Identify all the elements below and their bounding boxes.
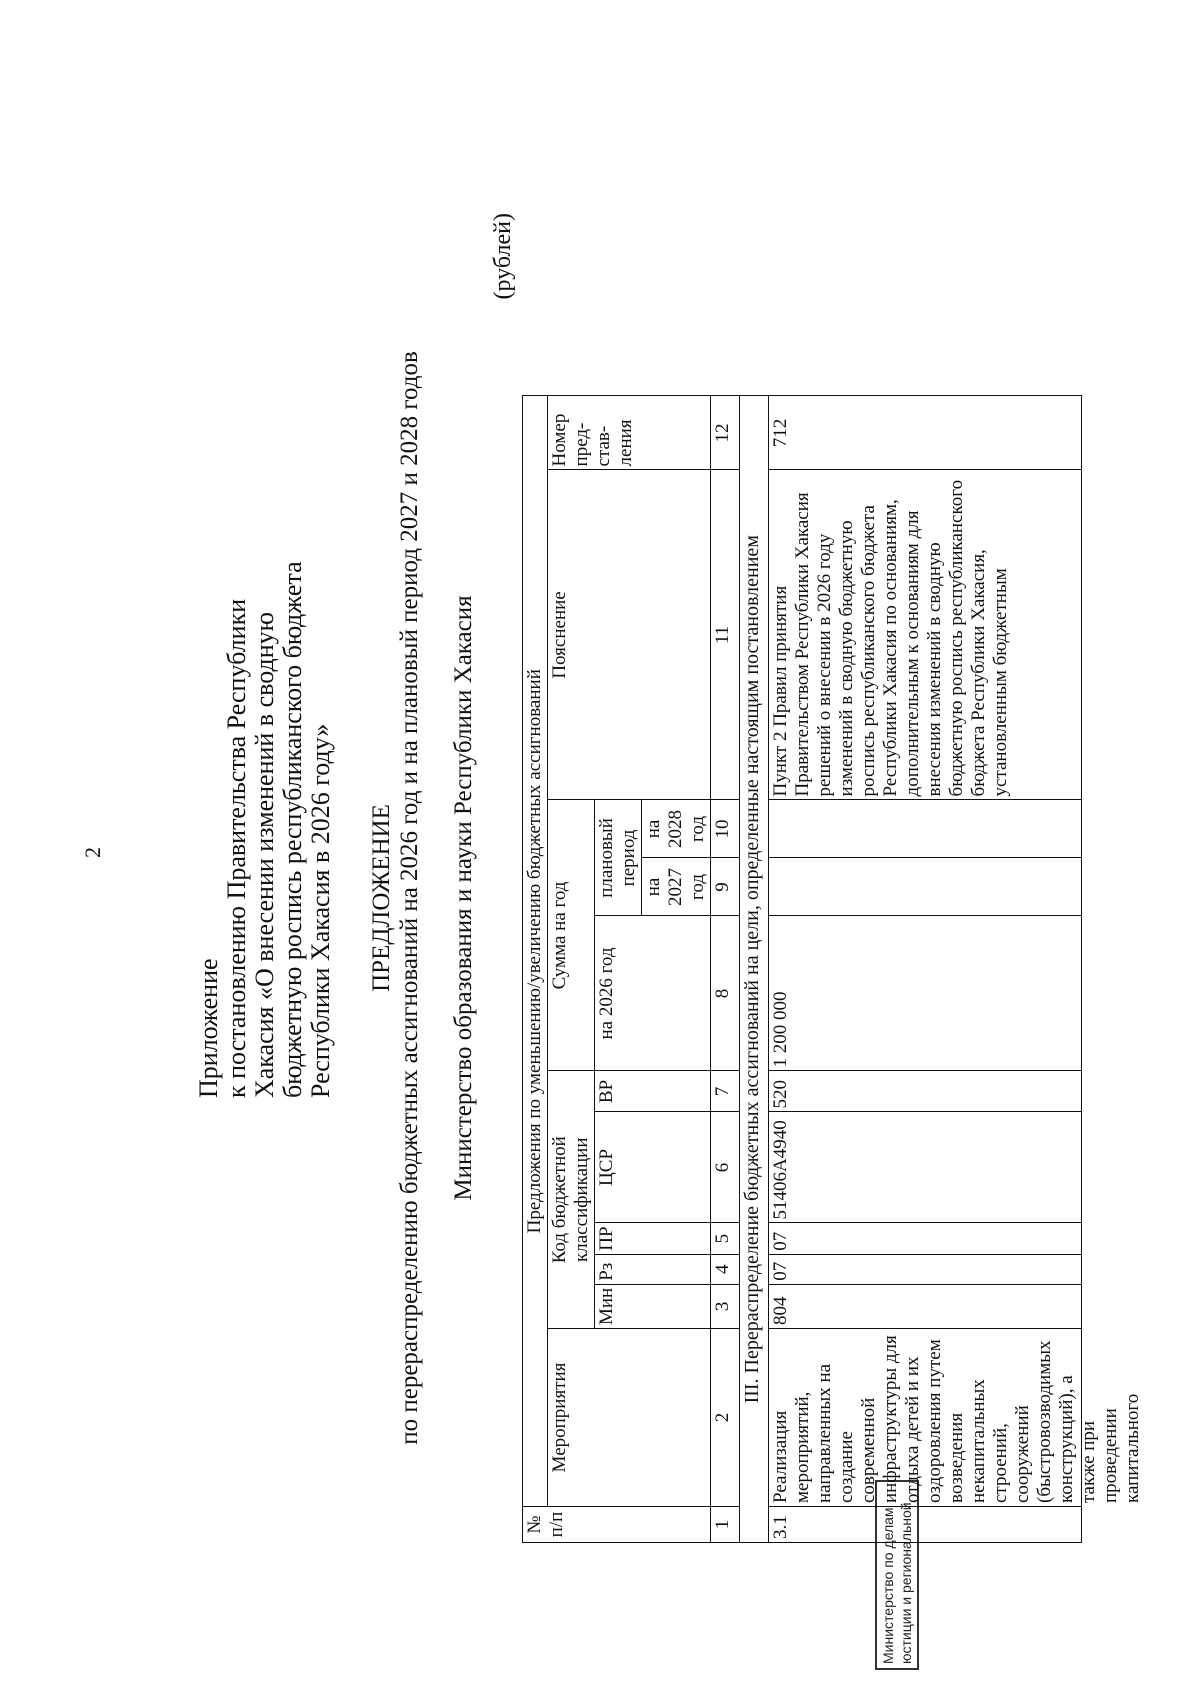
appendix-line: Республики Хакасия в 2026 году» xyxy=(306,723,335,1098)
column-number: 6 xyxy=(711,1112,740,1223)
appendix-line: бюджетную роспись республиканского бюджета xyxy=(278,561,307,1098)
column-number: 7 xyxy=(711,1071,740,1112)
appendix-line: Приложение xyxy=(194,958,223,1098)
document-title: ПРЕДЛОЖЕНИЕ xyxy=(368,804,395,992)
stamp-line: Министерство по делам xyxy=(880,1507,896,1664)
header-vr: ВР xyxy=(595,1071,711,1112)
row-pr: 07 xyxy=(769,1223,1082,1254)
column-number: 4 xyxy=(711,1254,740,1284)
row-num: 3.1 xyxy=(769,1507,1082,1543)
units-label: (рублей) xyxy=(490,213,516,300)
column-number: 1 xyxy=(711,1507,740,1543)
column-number: 12 xyxy=(711,396,740,470)
row-csr: 51406А4940 xyxy=(769,1112,1082,1223)
header-proposals: Предложения по уменьшению/увеличению бюджетных ассигнований xyxy=(523,396,548,1507)
header-2027: на 2027 год xyxy=(642,858,711,916)
proposal-table xyxy=(522,395,1143,1543)
header-pr: ПР xyxy=(595,1223,711,1254)
document-subtitle: по перераспределению бюджетных ассигнований на 2026 год и на плановый период 2027 и 2028 годов xyxy=(396,351,423,1445)
row-2026: 1 200 000 xyxy=(769,916,1082,1071)
header-explanation: Пояснение xyxy=(548,470,711,800)
row-explanation-text: Пункт 2 Правил принятия Правительством Республики Хакасия решений о внесении в 2026 году изменений в сводную бюджетную роспись республиканского бюджета Республики Хакасия по основаниям, дополнительным к основаниям для внесения изменений в сводную бюджетную роспись республиканского бюджета Республики Хакасия, установленным бюджетным xyxy=(770,479,1011,797)
row-doc-number: 712 xyxy=(769,396,1082,470)
header-activity: Мероприятия xyxy=(548,1329,711,1507)
column-number: 8 xyxy=(711,916,740,1071)
row-min: 804 xyxy=(769,1284,1082,1328)
stamp-line: юстиции и региональной xyxy=(898,1502,914,1664)
column-number: 11 xyxy=(711,470,740,800)
ministry-name: Министерство образования и науки Республики Хакасия xyxy=(450,595,477,1201)
row-2027 xyxy=(769,858,1082,916)
column-number: 3 xyxy=(711,1284,740,1328)
row-rz: 07 xyxy=(769,1254,1082,1284)
header-code: Код бюджетной классификации xyxy=(548,1071,595,1329)
appendix-line: к постановлению Правительства Республики xyxy=(222,598,251,1098)
column-number: 10 xyxy=(711,800,740,858)
header-min: Мин xyxy=(595,1284,711,1328)
appendix-header xyxy=(195,538,335,1098)
header-csr: ЦСР xyxy=(595,1112,711,1223)
header-num: № п/п xyxy=(523,1507,711,1543)
header-2026: на 2026 год xyxy=(595,916,711,1071)
header-rz: Рз xyxy=(595,1254,711,1284)
appendix-line: Хакасия «О внесении изменений в сводную xyxy=(250,611,279,1098)
header-2028: на 2028 год xyxy=(642,800,711,858)
row-2028 xyxy=(769,800,1082,858)
table-row xyxy=(769,396,1082,1543)
row-activity xyxy=(769,1329,1143,1507)
column-number: 9 xyxy=(711,858,740,916)
header-sum: Сумма на год xyxy=(548,800,595,1071)
section-title: III. Перераспределение бюджетных ассигнований на цели, определенные настоящим постановлением xyxy=(740,396,769,1543)
column-number: 5 xyxy=(711,1223,740,1254)
header-planned: плановый период xyxy=(595,800,642,916)
header-doc-number: Номер пред-став-ления xyxy=(548,396,711,470)
row-explanation xyxy=(769,470,1082,800)
column-number: 2 xyxy=(711,1329,740,1507)
page-number: 2 xyxy=(80,847,105,858)
row-activity-text: Реализация мероприятий, направленных на создание современной инфраструктуры для отдыха детей и их оздоровления путем возведения некапитальных строений, сооружений (быстровозводимых конструкций), а также при проведении капитального xyxy=(770,1335,1143,1503)
row-vr: 520 xyxy=(769,1071,1082,1112)
